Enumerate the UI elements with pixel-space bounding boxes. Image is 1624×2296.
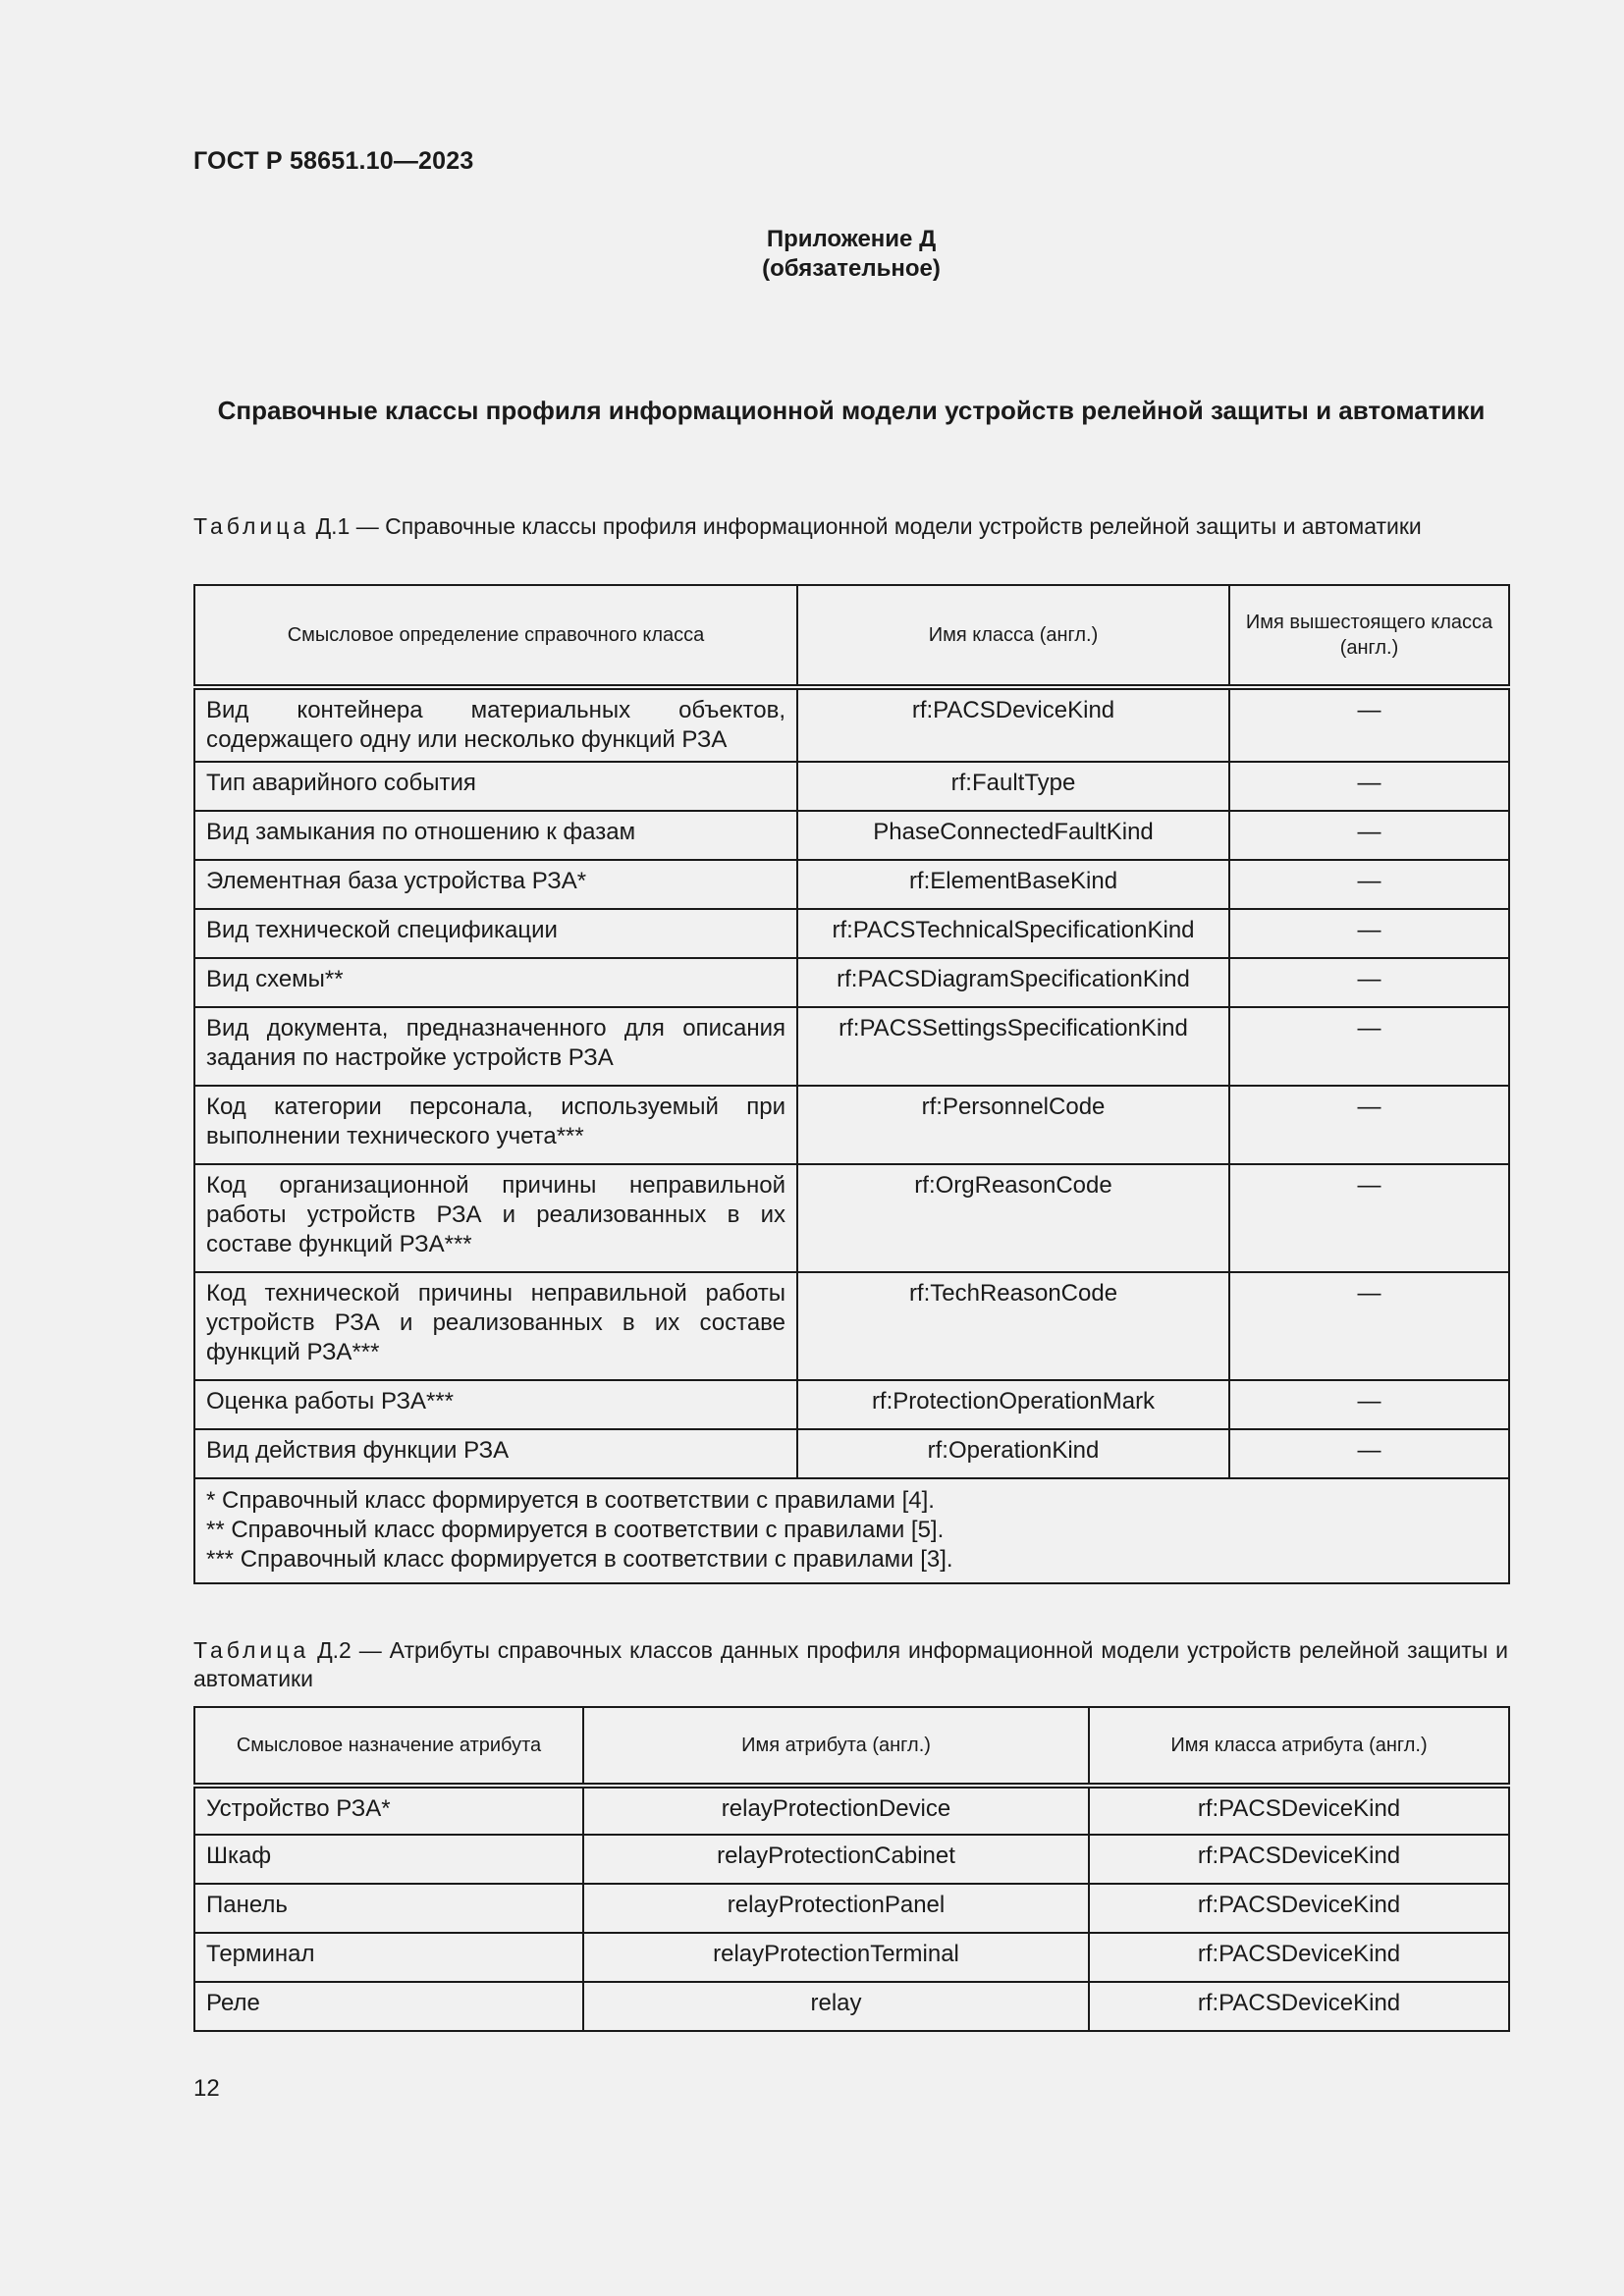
table-cell: —	[1229, 958, 1509, 1007]
table-cell: relayProtectionCabinet	[583, 1835, 1089, 1884]
table-row	[194, 860, 1509, 909]
table-cell: —	[1229, 1007, 1509, 1086]
table1	[193, 584, 1510, 1584]
table-row	[194, 811, 1509, 860]
table-row	[194, 1933, 1509, 1982]
table-cell: —	[1229, 811, 1509, 860]
table-cell: relayProtectionDevice	[583, 1786, 1089, 1835]
table-cell: rf:ElementBaseKind	[797, 860, 1229, 909]
appendix-title: Приложение Д	[766, 226, 937, 252]
table2-caption-text: Д.2 — Атрибуты справочных классов данных профиля информационной модели устройств релейной защиты и автоматики	[193, 1637, 1508, 1691]
table-cell: Вид схемы**	[194, 958, 797, 1007]
appendix-status: (обязательное)	[762, 255, 941, 282]
appendix-heading	[0, 225, 1624, 284]
table-cell: rf:TechReasonCode	[797, 1272, 1229, 1380]
table-cell: rf:ProtectionOperationMark	[797, 1380, 1229, 1429]
table1-column-header: Имя класса (англ.)	[797, 585, 1229, 687]
table-cell: Оценка работы РЗА***	[194, 1380, 797, 1429]
table-row	[194, 1086, 1509, 1164]
table-row	[194, 762, 1509, 811]
table-cell: —	[1229, 1164, 1509, 1272]
table-row	[194, 687, 1509, 762]
table-cell: Код технической причины неправильной работы устройств РЗА и реализованных в их составе функций РЗА***	[194, 1272, 797, 1380]
table-row	[194, 1786, 1509, 1835]
table-cell: Реле	[194, 1982, 583, 2031]
table-row	[194, 1835, 1509, 1884]
table-row	[194, 909, 1509, 958]
table-row	[194, 1272, 1509, 1380]
document-code: ГОСТ Р 58651.10—2023	[193, 147, 474, 175]
table-cell: —	[1229, 860, 1509, 909]
table-note: ** Справочный класс формируется в соответствии с правилами [5].	[206, 1517, 945, 1543]
table-cell: —	[1229, 1429, 1509, 1478]
table-cell: rf:PACSDeviceKind	[1089, 1884, 1509, 1933]
table2-caption-label: Таблица	[193, 1637, 310, 1663]
table-cell: Элементная база устройства РЗА*	[194, 860, 797, 909]
table1-notes	[194, 1478, 1509, 1583]
table2	[193, 1706, 1510, 2032]
table-row	[194, 1982, 1509, 2031]
table-cell: rf:OrgReasonCode	[797, 1164, 1229, 1272]
table1-header-row	[194, 585, 1509, 687]
table-cell: PhaseConnectedFaultKind	[797, 811, 1229, 860]
table-cell: rf:PACSDiagramSpecificationKind	[797, 958, 1229, 1007]
table1-caption-text: Д.1 — Справочные классы профиля информационной модели устройств релейной защиты и автоматики	[309, 513, 1422, 539]
table-cell: rf:PACSDeviceKind	[1089, 1786, 1509, 1835]
table-note: *** Справочный класс формируется в соответствии с правилами [3].	[206, 1546, 953, 1573]
table-cell: rf:PACSDeviceKind	[1089, 1835, 1509, 1884]
table-cell: relayProtectionPanel	[583, 1884, 1089, 1933]
table-cell: —	[1229, 762, 1509, 811]
table-cell: Вид контейнера материальных объектов, содержащего одну или несколько функций РЗА	[194, 687, 797, 762]
table-row	[194, 1164, 1509, 1272]
table-row	[194, 1429, 1509, 1478]
table1-caption-label: Таблица	[193, 513, 310, 539]
table-cell: relayProtectionTerminal	[583, 1933, 1089, 1982]
table1-caption	[193, 512, 1508, 541]
table2-caption	[193, 1636, 1508, 1693]
table-row	[194, 958, 1509, 1007]
table2-column-header: Имя класса атрибута (англ.)	[1089, 1707, 1509, 1786]
table-cell: rf:FaultType	[797, 762, 1229, 811]
section-title	[193, 395, 1509, 427]
table-cell: rf:PACSDeviceKind	[797, 687, 1229, 762]
table-cell: Вид технической спецификации	[194, 909, 797, 958]
table1-column-header: Имя вышестоящего класса (англ.)	[1229, 585, 1509, 687]
table-cell: Устройство РЗА*	[194, 1786, 583, 1835]
table-cell: rf:OperationKind	[797, 1429, 1229, 1478]
table-cell: Код организационной причины неправильной работы устройств РЗА и реализованных в их составе функций РЗА***	[194, 1164, 797, 1272]
table-cell: Вид действия функции РЗА	[194, 1429, 797, 1478]
table-cell: Вид замыкания по отношению к фазам	[194, 811, 797, 860]
table-cell: rf:PACSTechnicalSpecificationKind	[797, 909, 1229, 958]
table-cell: —	[1229, 1272, 1509, 1380]
table-cell: —	[1229, 1086, 1509, 1164]
table-cell: Код категории персонала, используемый при выполнении технического учета***	[194, 1086, 797, 1164]
table2-header-row	[194, 1707, 1509, 1786]
table-cell: —	[1229, 1380, 1509, 1429]
table-row	[194, 1380, 1509, 1429]
page-number: 12	[193, 2075, 220, 2102]
table2-column-header: Смысловое назначение атрибута	[194, 1707, 583, 1786]
section-title-text: Справочные классы профиля информационной модели устройств релейной защиты и автоматики	[217, 396, 1486, 425]
table-cell: Шкаф	[194, 1835, 583, 1884]
table-cell: Панель	[194, 1884, 583, 1933]
table-cell: Терминал	[194, 1933, 583, 1982]
table2-column-header: Имя атрибута (англ.)	[583, 1707, 1089, 1786]
table-cell: rf:PACSDeviceKind	[1089, 1933, 1509, 1982]
table-cell: Тип аварийного события	[194, 762, 797, 811]
table-cell: rf:PersonnelCode	[797, 1086, 1229, 1164]
table-cell: —	[1229, 909, 1509, 958]
table-row	[194, 1884, 1509, 1933]
table-cell: rf:PACSDeviceKind	[1089, 1982, 1509, 2031]
table-row	[194, 1007, 1509, 1086]
table1-notes-row	[194, 1478, 1509, 1583]
table-cell: Вид документа, предназначенного для описания задания по настройке устройств РЗА	[194, 1007, 797, 1086]
table1-column-header: Смысловое определение справочного класса	[194, 585, 797, 687]
table-cell: relay	[583, 1982, 1089, 2031]
table-cell: —	[1229, 687, 1509, 762]
table-cell: rf:PACSSettingsSpecificationKind	[797, 1007, 1229, 1086]
table-note: * Справочный класс формируется в соответствии с правилами [4].	[206, 1487, 935, 1514]
